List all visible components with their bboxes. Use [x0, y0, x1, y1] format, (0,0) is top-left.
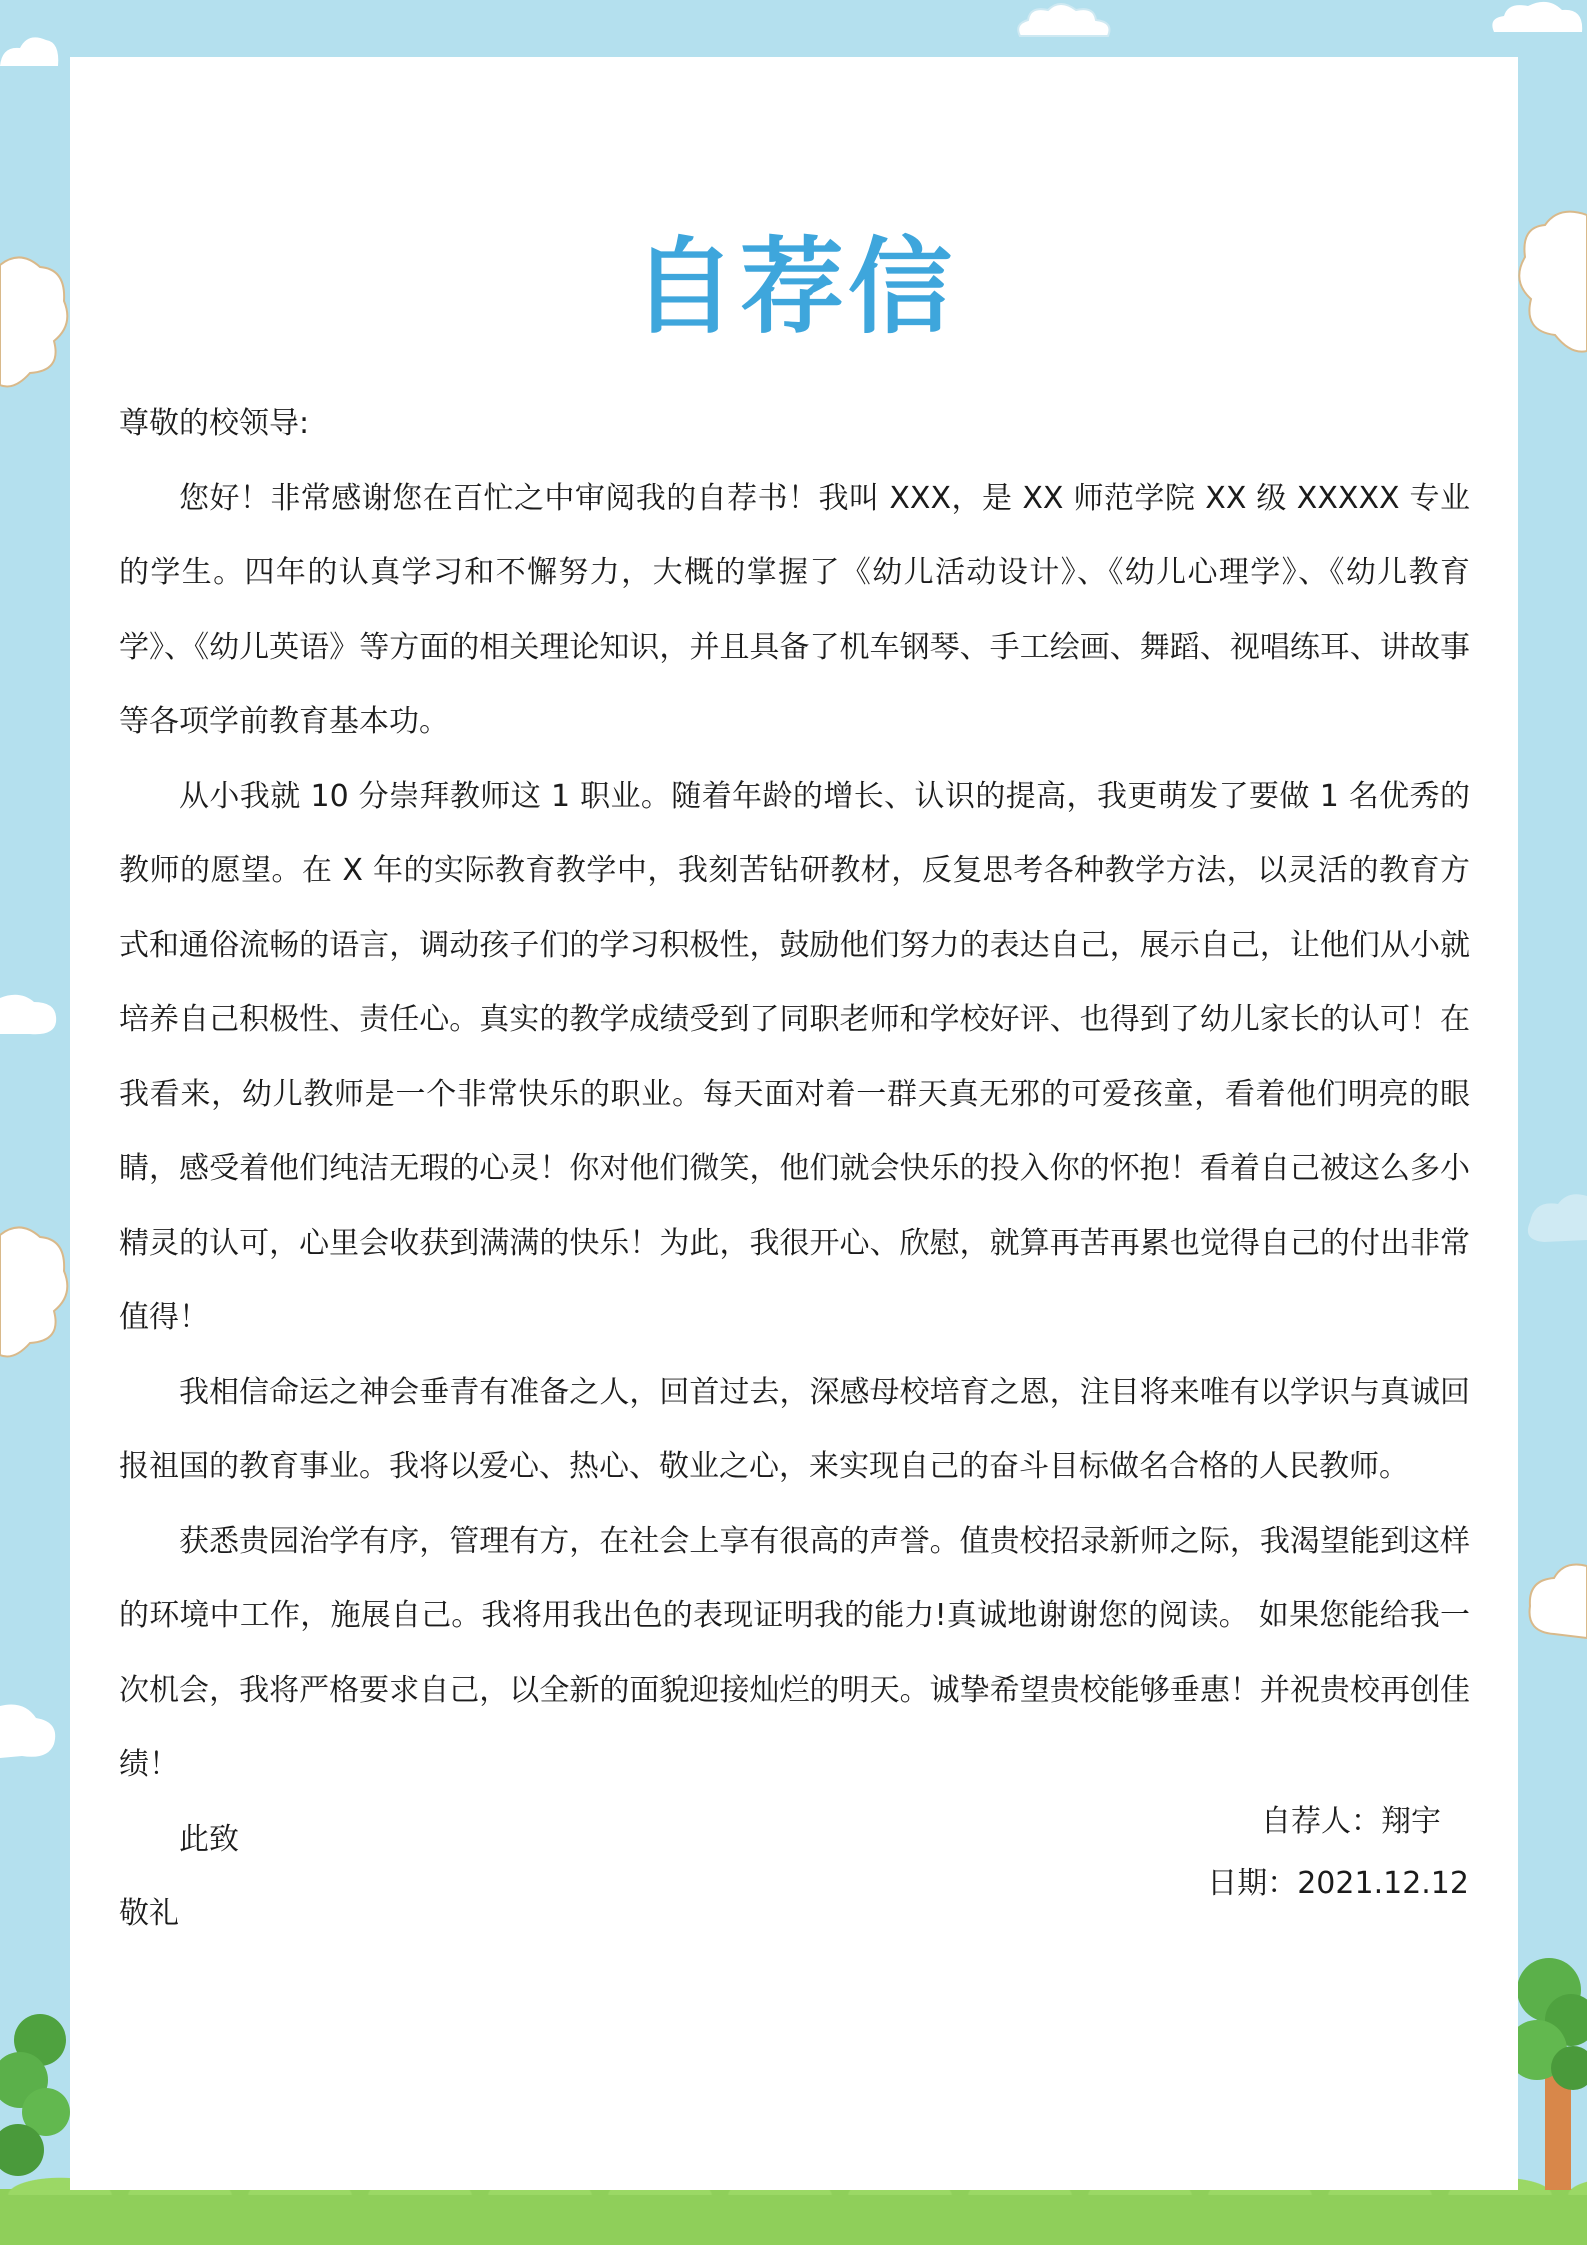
cloud-icon	[1010, 0, 1120, 40]
signer-name: 自荐人：翔宇	[1261, 1804, 1441, 1839]
cloud-icon	[0, 1215, 72, 1360]
paragraph: 获悉贵园治学有序，管理有方，在社会上享有很高的声誉。值贵校招录新师之际，我渴望能到这样的环境中工作，施展自己。我将用我出色的表现证明我的能力!真诚地谢谢您的阅读。 如果您能给我一次机会，我将严格要求自己，以全新的面貌迎接灿烂的明天。诚挚希望贵校能够垂惠！并祝贵校再创佳绩！	[119, 1523, 1470, 1782]
salutation: 尊敬的校领导:	[119, 406, 310, 441]
letter-body	[119, 387, 1470, 1952]
cloud-icon	[1520, 1560, 1587, 1640]
closing-cizhi: 此致	[179, 1821, 239, 1857]
cloud-icon	[0, 990, 60, 1036]
cloud-icon	[1488, 0, 1587, 34]
paragraph: 从小我就 10 分崇拜教师这 1 职业。随着年龄的增长、认识的提高，我更萌发了要做 1 名优秀的教师的愿望。在 X 年的实际教育教学中，我刻苦钻研教材，反复思考各种教学方法，以灵活的教育方式和通俗流畅的语言，调动孩子们的学习积极性，鼓励他们努力的表达自己，展示自己，让他们从小就培养自己积极性、责任心。真实的教学成绩受到了同职老师和学校好评、也得到了幼儿家长的认可！在我看来，幼儿教师是一个非常快乐的职业。每天面对着一群天真无邪的可爱孩童，看着他们明亮的眼睛，感受着他们纯洁无瑕的心灵！你对他们微笑，他们就会快乐的投入你的怀抱！看着自己被这么多小精灵的认可，心里会收获到满满的快乐！为此，我很开心、欣慰，就算再苦再累也觉得自己的付出非常值得！	[119, 778, 1470, 1335]
cloud-icon	[0, 1700, 60, 1760]
letter-date: 日期：2021.12.12	[1207, 1866, 1469, 1901]
closing-jingli: 敬礼	[119, 1896, 179, 1931]
cloud-icon	[0, 30, 60, 70]
cloud-icon	[1515, 205, 1587, 355]
page-title: 自荐信	[631, 226, 956, 348]
paragraph: 我相信命运之神会垂青有准备之人，回首过去，深感母校培育之恩，注目将来唯有以学识与真诚回报祖国的教育事业。我将以爱心、热心、敬业之心，来实现自己的奋斗目标做名合格的人民教师。	[119, 1374, 1470, 1484]
signature-block	[1207, 1791, 1469, 1915]
tree-icon	[0, 2000, 70, 2190]
tree-icon	[1515, 1950, 1587, 2190]
paragraph: 您好！非常感谢您在百忙之中审阅我的自荐书！我叫 XXX，是 XX 师范学院 XX 级 XXXXX 专业的学生。四年的认真学习和不懈努力，大概的掌握了《幼儿活动设计》、《幼儿心理学》、《幼儿教育学》、《幼儿英语》等方面的相关理论知识，并且具备了机车钢琴、手工绘画、舞蹈、视唱练耳、讲故事等各项学前教育基本功。	[119, 480, 1470, 739]
cloud-icon	[0, 245, 72, 390]
letter-paper	[70, 57, 1518, 2190]
cloud-icon	[1522, 1188, 1587, 1243]
grass-ground	[0, 2189, 1587, 2245]
